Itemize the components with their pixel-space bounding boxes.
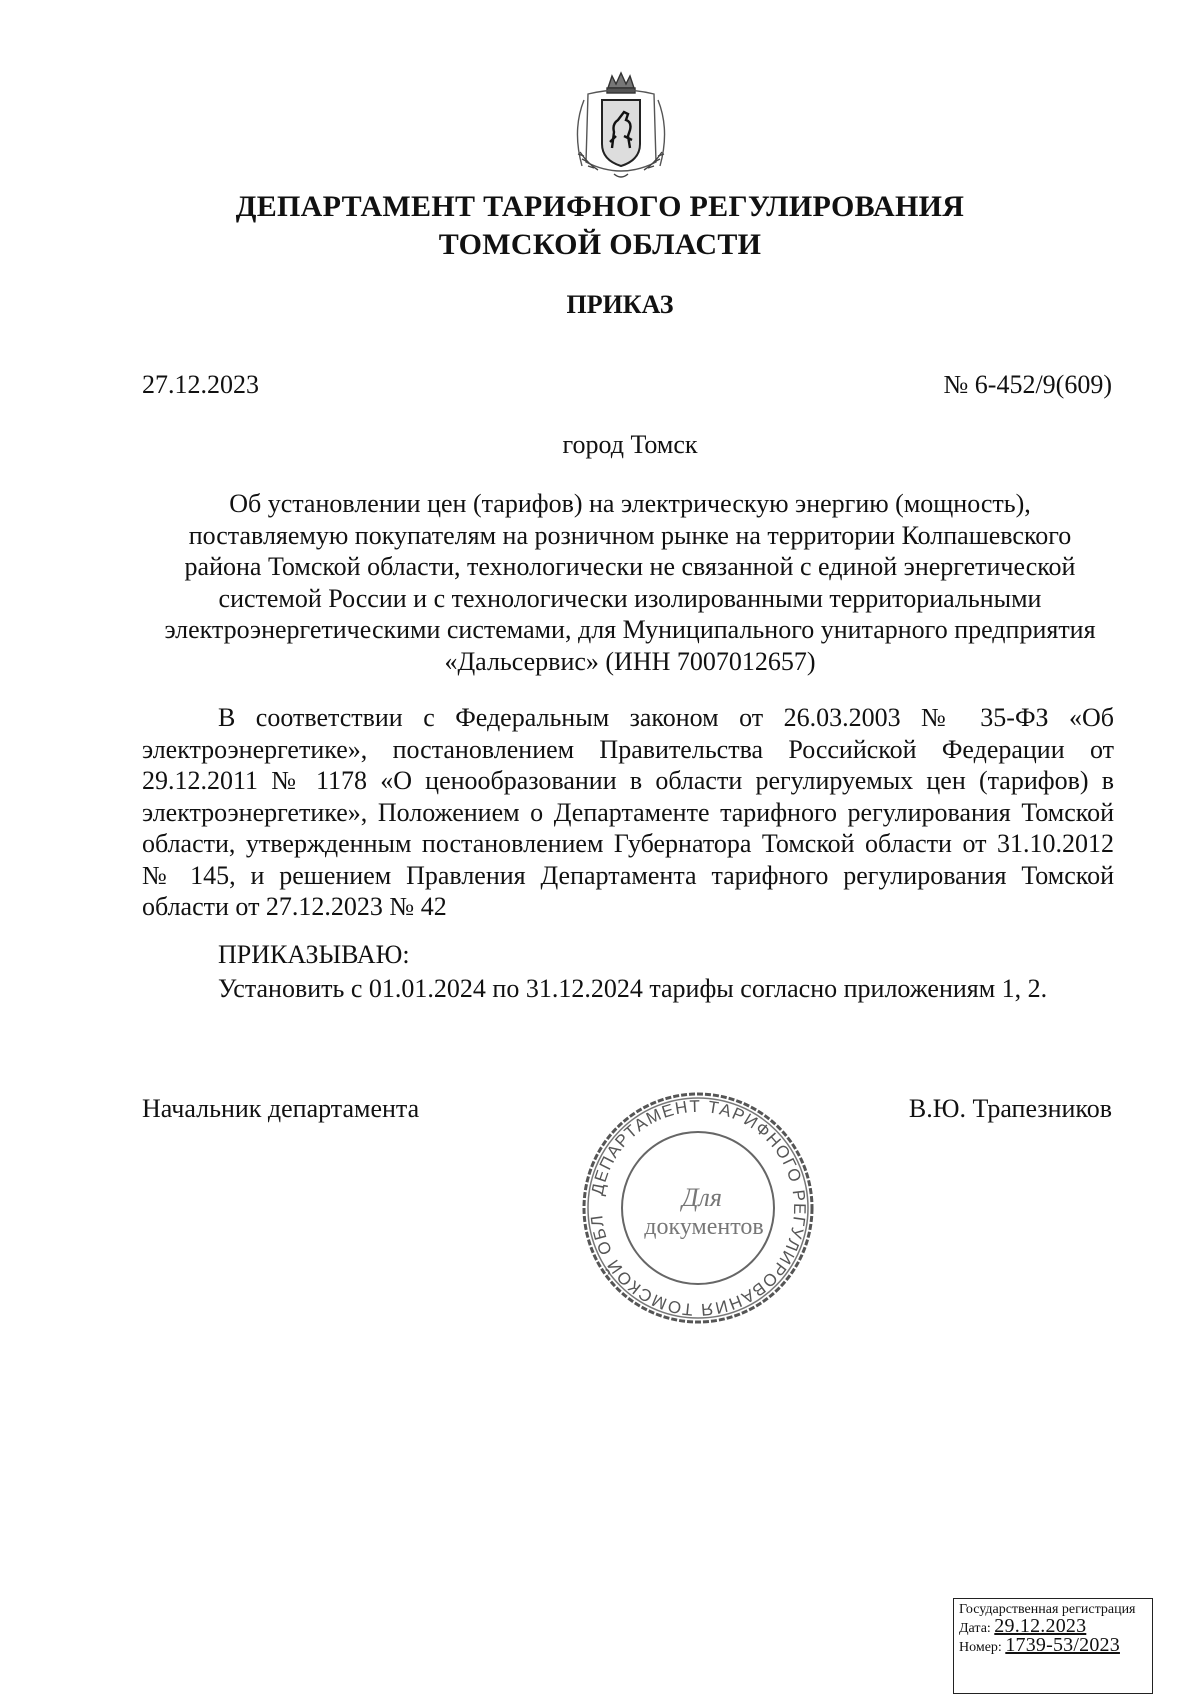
registration-number-label: Номер:	[959, 1640, 1002, 1655]
document-type: ПРИКАЗ	[566, 290, 674, 319]
document-number: № 6-452/9(609)	[943, 370, 1112, 399]
stamp-inner-line2: документов	[644, 1214, 764, 1240]
organization-title-line1: ДЕПАРТАМЕНТ ТАРИФНОГО РЕГУЛИРОВАНИЯ	[235, 190, 965, 223]
signatory-position: Начальник департамента	[142, 1094, 420, 1123]
basis-line: В соответствии с Федеральным законом от 26.03.2003 № 35-ФЗ «Об	[218, 703, 1114, 732]
registration-number-row	[959, 1634, 1147, 1656]
registration-title: Государственная регистрация	[959, 1602, 1136, 1617]
registration-date: 29.12.2023	[994, 1615, 1087, 1637]
registration-date-label: Дата:	[959, 1621, 991, 1636]
basis-line: № 145, и решением Правления Департамента тарифного регулирования Томской	[142, 860, 1114, 890]
subject-line: электроэнергетическими системами, для Муниципального унитарного предприятия	[164, 615, 1096, 644]
subject-line: «Дальсервис» (ИНН 7007012657)	[444, 646, 816, 676]
organization-title-line2: ТОМСКОЙ ОБЛАСТИ	[438, 228, 762, 261]
registration-number: 1739-53/2023	[1005, 1634, 1120, 1656]
organization-title	[0, 188, 1200, 264]
legal-basis-paragraph	[142, 702, 1114, 923]
document-date: 27.12.2023	[142, 370, 259, 399]
basis-line: области от 27.12.2023 № 42	[142, 892, 447, 921]
basis-line: электроэнергетике», Положением о Департаменте тарифного регулирования Томской	[142, 797, 1114, 827]
coat-of-arms-icon	[558, 70, 684, 190]
city: город Томск	[562, 430, 698, 459]
basis-line: 29.12.2011 № 1178 «О ценообразовании в области регулируемых цен (тарифов) в	[142, 766, 1114, 795]
subject-line: района Томской области, технологически не связанной с единой энергетической	[184, 552, 1076, 581]
basis-line: электроэнергетике», постановлением Правительства Российской Федерации от	[142, 734, 1114, 764]
document-subject	[140, 488, 1120, 677]
official-stamp	[578, 1088, 818, 1328]
subject-line: системой России и с технологически изолированными территориальными	[218, 583, 1042, 613]
order-keyword: ПРИКАЗЫВАЮ:	[218, 940, 410, 969]
basis-line: области, утвержденным постановлением Губернатора Томской области от 31.10.2012	[142, 829, 1114, 858]
stamp-inner-line1: Для	[682, 1183, 722, 1212]
stamp-outer-text: ДЕПАРТАМЕНТ ТАРИФНОГО РЕГУЛИРОВАНИЯ ТОМСКОЙ ОБЛ	[587, 1096, 810, 1320]
signatory-name: В.Ю. Трапезников	[908, 1094, 1112, 1123]
registration-box	[953, 1598, 1153, 1694]
subject-line: поставляемую покупателям на розничном рынке на территории Колпашевского	[188, 520, 1072, 550]
subject-line: Об установлении цен (тарифов) на электрическую энергию (мощность),	[229, 489, 1031, 518]
order-text: Установить с 01.01.2024 по 31.12.2024 тарифы согласно приложениям 1, 2.	[218, 974, 1048, 1003]
